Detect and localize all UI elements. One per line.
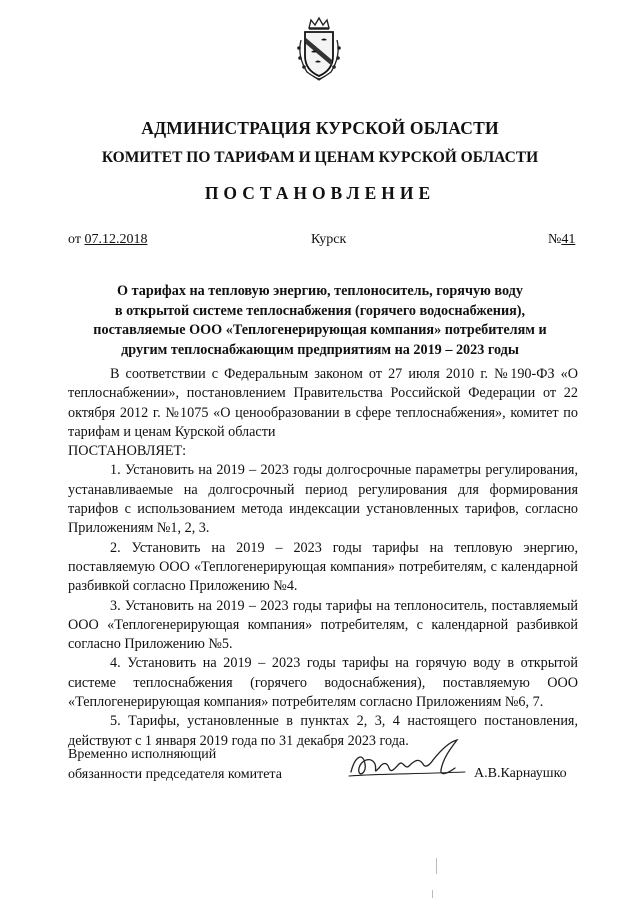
resolves-line: ПОСТАНОВЛЯЕТ:	[68, 443, 187, 460]
title-line: О тарифах на тепловую энергию, теплоноситель, горячую воду	[117, 283, 523, 299]
item-paragraph: 4. Установить на 2019 – 2023 годы тарифы на горячую воду в открытой системе теплоснабжения (горячего водоснабжения), поставляемую ООО «Теплогенерирующая компания» потребителям согласно Приложениям №6, 7.	[68, 655, 578, 711]
item-paragraph: 1. Установить на 2019 – 2023 годы долгосрочные параметры регулирования, устанавливаемые на долгосрочный период регулирования для формирования тарифов с использованием метода индексации установленных тарифов, согласно Приложениям №1, 2, 3.	[68, 462, 578, 537]
handwritten-signature-icon	[345, 738, 475, 788]
title-line: поставляемые ООО «Теплогенерирующая компания» потребителям и	[93, 322, 547, 338]
title-line: другим теплоснабжающим предприятиям на 2019 – 2023 годы	[121, 341, 519, 358]
title-line: в открытой системе теплоснабжения (горячего водоснабжения),	[114, 302, 526, 319]
position-line: обязанности председателя комитета	[68, 767, 282, 782]
date-prefix: от	[68, 232, 85, 247]
date-value: 07.12.2018	[84, 232, 148, 247]
committee-heading: КОМИТЕТ ПО ТАРИФАМ И ЦЕНАМ КУРСКОЙ ОБЛАСТИ	[101, 149, 539, 166]
document-date	[68, 232, 147, 248]
item-paragraph: 3. Установить на 2019 – 2023 годы тарифы на теплоноситель, поставляемый ООО «Теплогенерирующая компания» потребителям, с календарной разбивкой согласно Приложению №5.	[68, 597, 578, 653]
signatory-name: А.В.Карнаушко	[474, 766, 567, 781]
administration-heading: АДМИНИСТРАЦИЯ КУРСКОЙ ОБЛАСТИ	[141, 118, 499, 138]
item-paragraph: 5. Тарифы, установленные в пунктах 2, 3, 4 настоящего постановления, действуют с 1 января 2019 года по 31 декабря 2023 года.	[68, 713, 578, 749]
coat-of-arms-icon	[293, 16, 345, 82]
document-number	[548, 232, 575, 248]
signatory-position	[68, 745, 328, 785]
document-city: Курск	[311, 232, 347, 247]
number-prefix: №	[548, 232, 562, 247]
preamble-paragraph: В соответствии с Федеральным законом от 27 июля 2010 г. №190-ФЗ «О теплоснабжении», постановлением Правительства Российской Федерации от 22 октября 2012 г. №1075 «О ценообразовании в сфере теплоснабжения», комитет по тарифам и ценам Курской области	[68, 366, 578, 440]
position-line: Временно исполняющий	[68, 747, 217, 762]
item-paragraph: 2. Установить на 2019 – 2023 годы тарифы на тепловую энергию, поставляемую ООО «Теплогенерирующая компания» потребителям, с календарной разбивкой согласно Приложению №4.	[68, 539, 578, 595]
document-type-heading: ПОСТАНОВЛЕНИЕ	[204, 183, 436, 203]
number-value: 41	[561, 232, 576, 247]
scan-mark	[432, 890, 433, 898]
document-title	[60, 282, 580, 360]
scan-mark	[436, 858, 437, 874]
document-body	[68, 365, 578, 751]
